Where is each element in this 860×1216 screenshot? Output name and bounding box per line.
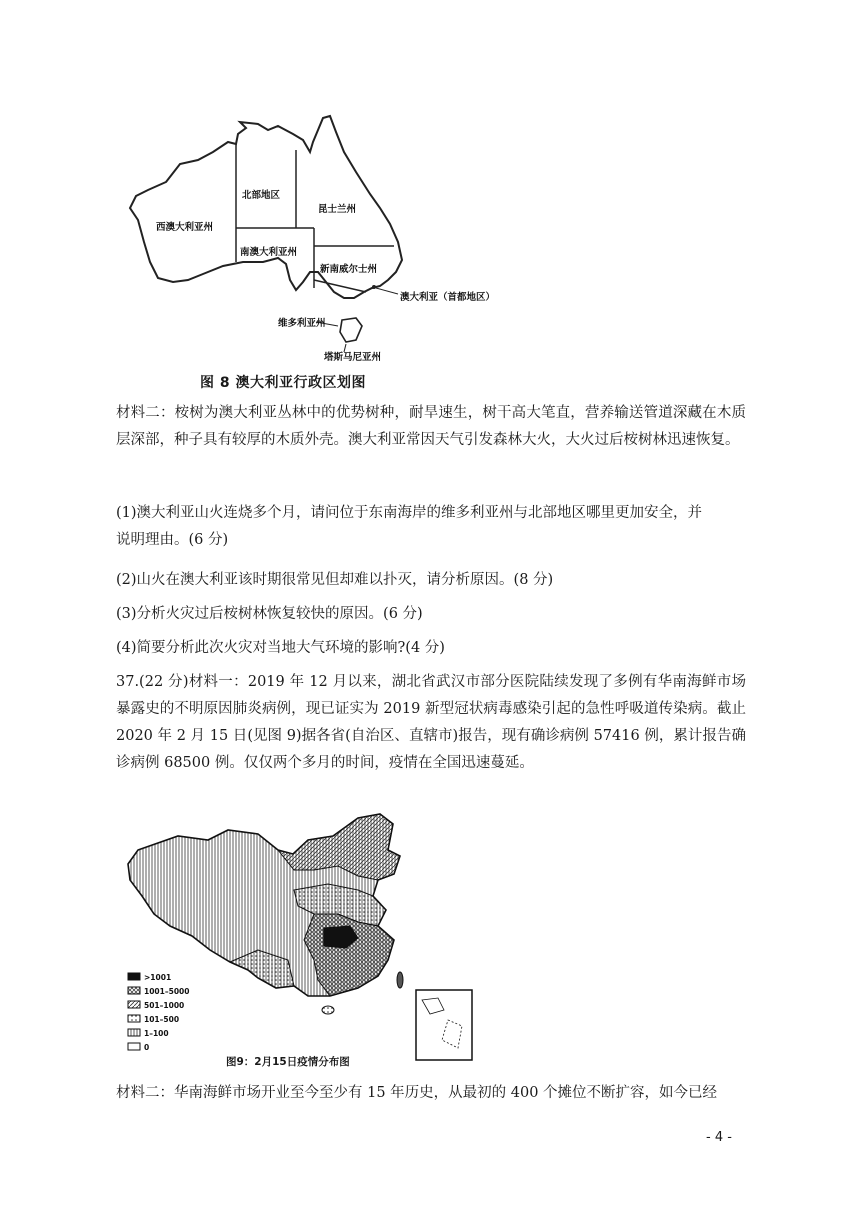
legend-item-1: >1001: [144, 973, 172, 982]
australia-map: [118, 112, 508, 374]
legend-item-2: 1001–5000: [144, 987, 190, 996]
question-2: (2)山火在澳大利亚该时期很常见但却难以扑灭，请分析原因。(8 分): [116, 572, 554, 588]
legend-item-4: 101–500: [144, 1015, 180, 1024]
page-number: - 4 -: [706, 1130, 732, 1145]
question-37-material1: 37.(22 分)材料一：2019 年 12 月以来，湖北省武汉市部分医院陆续发现了多例有华南海鲜市场暴露史的不明原因肺炎病例，现已证实为 2019 新型冠状病毒感染引起的急性呼吸道传染病。截止 2020 年 2 月 15 日(见图 9)据各省(自治区、直辖市)报告，现有确诊病例 57416 例，累计报告确诊病例 68500 例。仅仅两个多月的时间，疫情在全国迅速蔓延。: [116, 674, 746, 771]
figure9-caption: 图9：2月15日疫情分布图: [226, 1056, 350, 1068]
question-3: (3)分析火灾过后桉树林恢复较快的原因。(6 分): [116, 606, 423, 622]
legend-item-6: 0: [144, 1043, 150, 1052]
legend-item-5: 1–100: [144, 1029, 169, 1038]
figure8-caption: 图 8 澳大利亚行政区划图: [200, 375, 366, 391]
question-4: (4)简要分析此次火灾对当地大气环境的影响?(4 分): [116, 640, 445, 656]
tasmania-island: [340, 318, 362, 342]
legend-item-3: 501–1000: [144, 1001, 185, 1010]
label-western-australia: 西澳大利亚州: [156, 222, 214, 233]
question-37-material2: 材料二：华南海鲜市场开业至今至少有 15 年历史，从最初的 400 个摊位不断扩容，如今已经: [116, 1085, 718, 1101]
australia-map-figure: [118, 112, 508, 374]
question-1-line2: 说明理由。(6 分): [116, 532, 229, 548]
label-victoria: 维多利亚州: [278, 318, 326, 329]
label-act: 澳大利亚（首都地区）: [400, 292, 496, 303]
south-china-sea-inset: [416, 990, 472, 1060]
label-queensland: 昆士兰州: [318, 204, 357, 215]
label-tasmania: 塔斯马尼亚州: [324, 352, 382, 363]
material2-paragraph: 材料二：桉树为澳大利亚丛林中的优势树种，耐旱速生，树干高大笔直，营养输送管道深藏在木质层深部，种子具有较厚的木质外壳。澳大利亚常因天气引发森林大火，大火过后桉树林迅速恢复。: [116, 405, 746, 448]
question-1-line1: (1)澳大利亚山火连烧多个月，请问位于东南海岸的维多利亚州与北部地区哪里更加安全，并: [116, 505, 703, 521]
china-epidemic-map-figure: [118, 810, 478, 1072]
label-south-australia: 南澳大利亚州: [240, 247, 298, 258]
china-map: [118, 810, 478, 1072]
label-northern-territory: 北部地区: [242, 190, 281, 201]
label-new-south-wales: 新南威尔士州: [320, 264, 378, 275]
